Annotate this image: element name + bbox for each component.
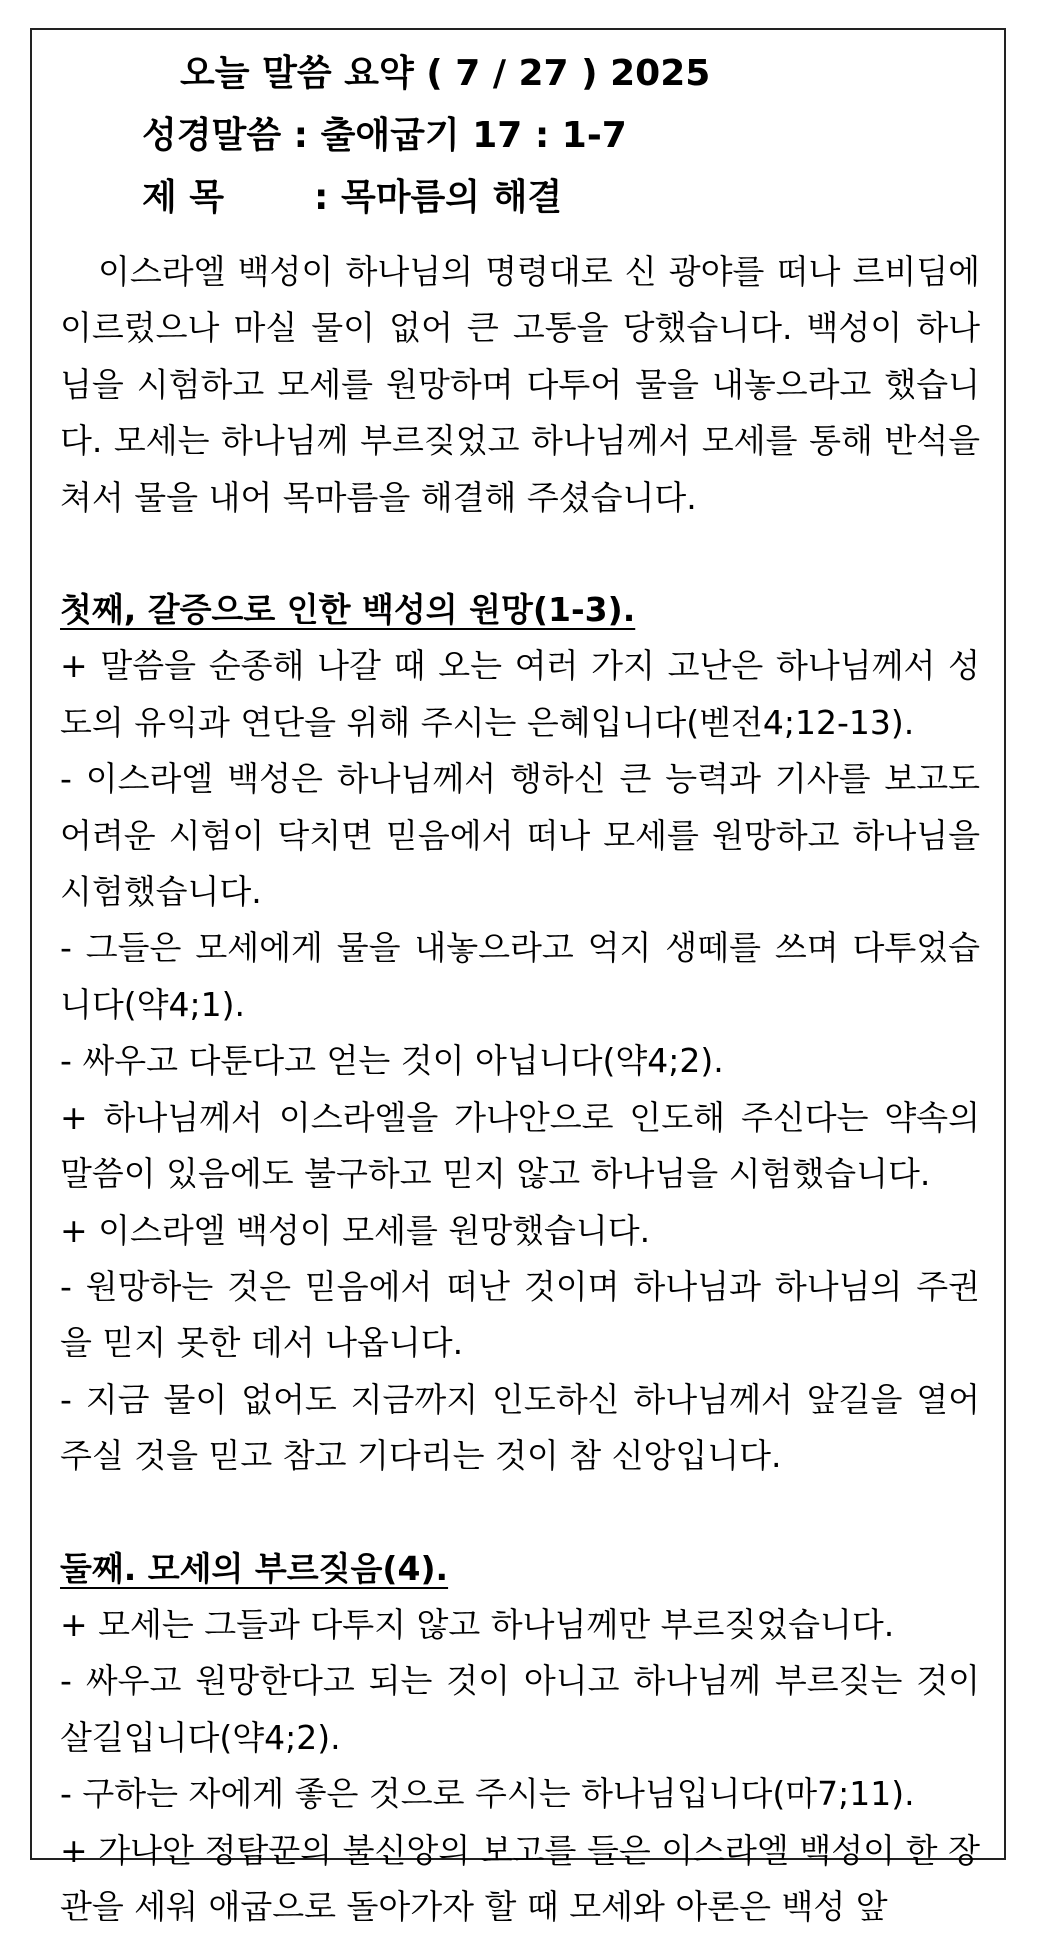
topic-line (142, 176, 562, 220)
list-item: - 원망하는 것은 믿음에서 떠난 것이며 하나님과 하나님의 주권을 믿지 못한 데서 나옵니다. (60, 1266, 980, 1363)
label-separator: : (293, 115, 321, 156)
list-item: + 모세는 그들과 다투지 않고 하나님께만 부르짖었습니다. (60, 1604, 895, 1644)
list-item: - 싸우고 다툰다고 얻는 것이 아닙니다(약4;2). (60, 1041, 724, 1081)
section-1 (60, 582, 980, 1485)
list-item: + 가나안 정탐꾼의 불신앙의 보고를 들은 이스라엘 백성이 한 장관을 세워 애굽으로 돌아가자 할 때 모세와 아론은 백성 앞 (60, 1830, 980, 1926)
page-title: 오늘 말씀 요약 ( 7 / 27 ) 2025 (180, 53, 711, 94)
list-item: - 지금 물이 없어도 지금까지 인도하신 하나님께서 앞길을 열어주실 것을 믿고 참고 기다리는 것이 참 신앙입니다. (60, 1379, 980, 1476)
list-item: + 말씀을 순종해 나갈 때 오는 여러 가지 고난은 하나님께서 성도의 유익과 연단을 위해 주시는 은혜입니다(벧전4;12-13). (60, 646, 980, 742)
scripture-label: 성경말씀 (142, 115, 282, 156)
section-spacer (60, 526, 980, 582)
intro-paragraph: 이스라엘 백성이 하나님의 명령대로 신 광야를 떠나 르비딤에 이르렀으나 마실 물이 없어 큰 고통을 당했습니다. 백성이 하나님을 시험하고 모세를 원망하며 다투어 물을 내놓으라고 했습니다. 모세는 하나님께 부르짖었고 하나님께서 모세를 통해 반석을 쳐서 물을 내어 목마름을 해결해 주셨습니다. (60, 252, 980, 517)
section-2 (60, 1541, 980, 1935)
document-frame (30, 28, 1006, 1926)
section-heading (60, 1541, 980, 1597)
list-item: - 싸우고 원망한다고 되는 것이 아니고 하나님께 부르짖는 것이 살길입니다(약4;2). (60, 1661, 980, 1757)
section-heading-text: 둘째. 모세의 부르짖음(4). (60, 1548, 449, 1588)
list-item: - 그들은 모세에게 물을 내놓으라고 억지 생떼를 쓰며 다투었습니다(약4;1). (60, 928, 980, 1024)
section-heading (60, 582, 980, 638)
list-item: + 이스라엘 백성이 모세를 원망했습니다. (60, 1210, 651, 1250)
list-item: - 구하는 자에게 좋은 것으로 주시는 하나님입니다(마7;11). (60, 1774, 915, 1814)
scripture-value: 출애굽기 17 : 1-7 (320, 115, 627, 156)
section-spacer (60, 1485, 980, 1541)
label-separator: : (314, 177, 341, 218)
topic-value: 목마름의 해결 (340, 177, 563, 218)
document-body (60, 244, 980, 1935)
topic-label: 제 목 (142, 177, 225, 218)
list-item: - 이스라엘 백성은 하나님께서 행하신 큰 능력과 기사를 보고도 어려운 시험이 닥치면 믿음에서 떠나 모세를 원망하고 하나님을 시험했습니다. (60, 759, 980, 912)
scripture-line (142, 114, 627, 158)
section-heading-text: 첫째, 갈증으로 인한 백성의 원망(1-3). (60, 590, 636, 630)
list-item: + 하나님께서 이스라엘을 가나안으로 인도해 주신다는 약속의 말씀이 있음에도 불구하고 믿지 않고 하나님을 시험했습니다. (60, 1097, 980, 1194)
